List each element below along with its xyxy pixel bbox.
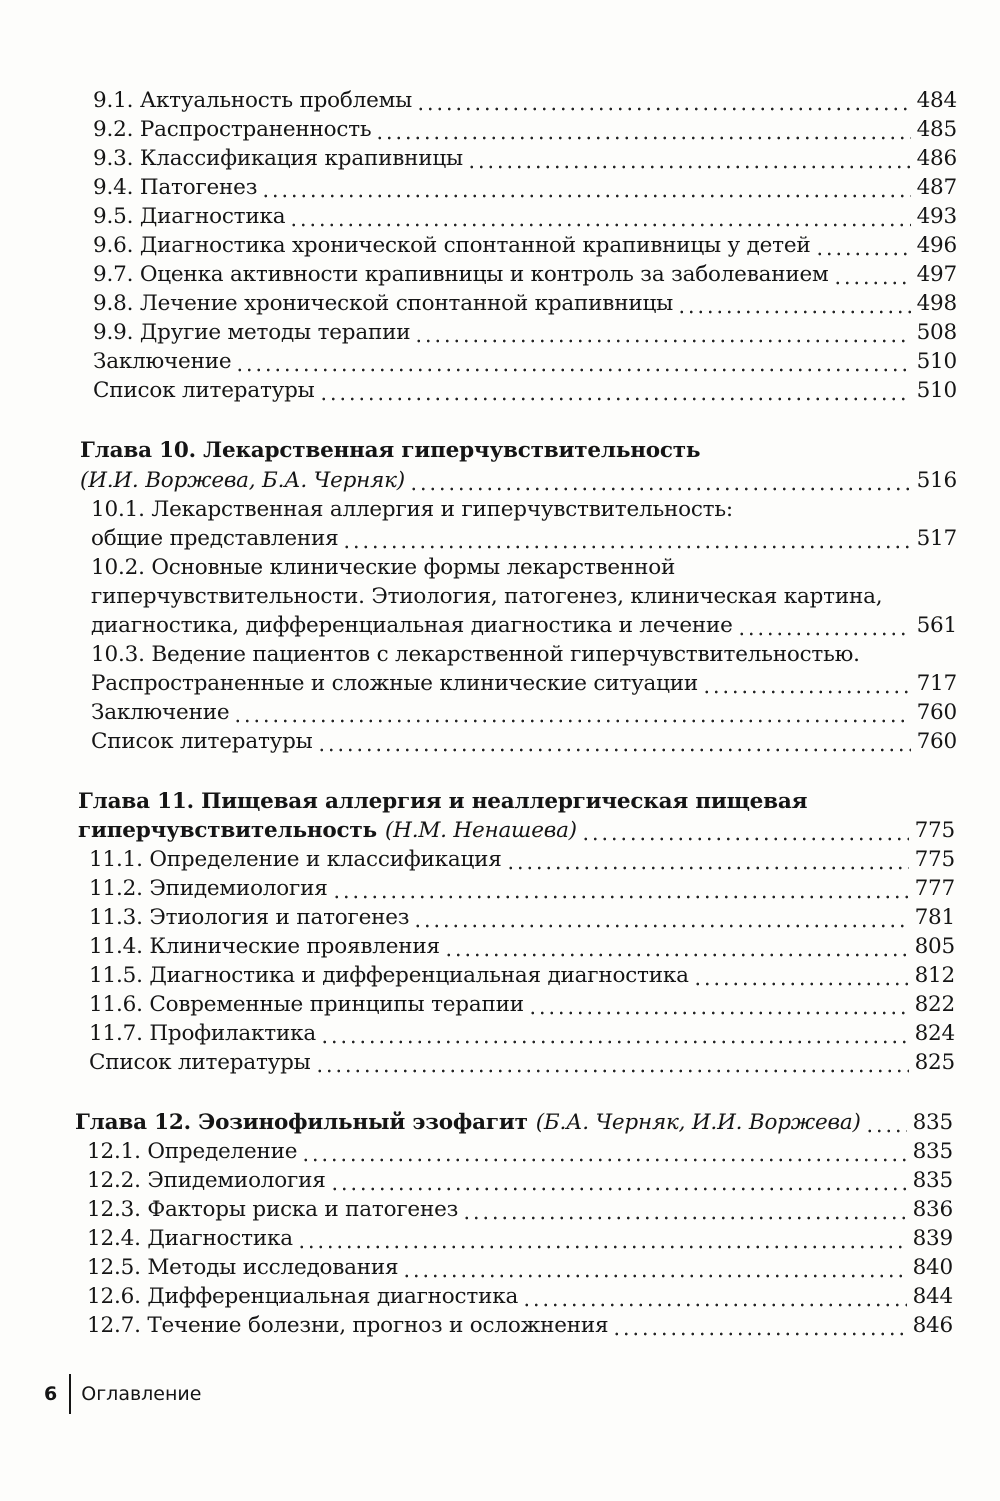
toc-entry-page: 517 bbox=[916, 526, 957, 551]
dot-leader bbox=[332, 895, 909, 899]
dot-leader bbox=[702, 690, 911, 694]
toc-entry-9-9[interactable] bbox=[93, 318, 957, 348]
toc-entry-title: Заключение bbox=[91, 700, 230, 725]
toc-entry-page: 840 bbox=[912, 1255, 953, 1280]
toc-entry-page: 510 bbox=[916, 349, 957, 374]
toc-entry-title: 9.9. Другие методы терапии bbox=[93, 320, 411, 345]
toc-entry-page: 717 bbox=[916, 671, 957, 696]
toc-entry-12-7[interactable] bbox=[87, 1311, 953, 1341]
toc-entry-10-1-line1[interactable]: 10.1. Лекарственная аллергия и гиперчувствительность: bbox=[91, 497, 733, 522]
toc-entry-page: 760 bbox=[916, 700, 957, 725]
dot-leader bbox=[865, 1129, 907, 1133]
toc-entry-9-6[interactable] bbox=[93, 231, 957, 261]
toc-entry-title: 11.5. Диагностика и дифференциальная диагностика bbox=[89, 963, 689, 988]
toc-entry-title: 11.7. Профилактика bbox=[89, 1021, 316, 1046]
running-header: Оглавление bbox=[81, 1383, 202, 1405]
toc-entry-page: 516 bbox=[916, 468, 957, 493]
toc-entry-title: общие представления bbox=[91, 526, 339, 551]
toc-entry-page: 561 bbox=[916, 613, 957, 638]
toc-entry-10-3[interactable] bbox=[91, 669, 957, 699]
toc-entry-12-6[interactable] bbox=[87, 1282, 953, 1312]
dot-leader bbox=[506, 866, 909, 870]
toc-entry-9-4[interactable] bbox=[93, 173, 957, 203]
toc-entry-12-3[interactable] bbox=[87, 1195, 953, 1225]
dot-leader bbox=[467, 165, 911, 169]
toc-entry-page: 484 bbox=[916, 88, 957, 113]
dot-leader bbox=[815, 252, 911, 256]
dot-leader bbox=[416, 107, 911, 111]
dot-leader bbox=[409, 487, 911, 491]
toc-entry-title: 9.1. Актуальность проблемы bbox=[93, 88, 413, 113]
toc-entry-page: 781 bbox=[914, 905, 955, 930]
dot-leader bbox=[315, 1069, 909, 1073]
toc-entry-11-2[interactable] bbox=[89, 874, 955, 904]
toc-entry-12-1[interactable] bbox=[87, 1137, 953, 1167]
dot-leader bbox=[375, 136, 910, 140]
dot-leader bbox=[522, 1303, 906, 1307]
dot-leader bbox=[677, 310, 911, 314]
toc-entry-title: 11.2. Эпидемиология bbox=[89, 876, 328, 901]
toc-entry-page: 835 bbox=[912, 1168, 953, 1193]
toc-entry-title: 12.4. Диагностика bbox=[87, 1226, 293, 1251]
chapter-10-heading[interactable]: Глава 10. Лекарственная гиперчувствительность bbox=[80, 438, 701, 463]
footer-divider bbox=[69, 1374, 71, 1414]
chapter-heading-cont: гиперчувствительность bbox=[78, 818, 377, 843]
toc-entry-11-6[interactable] bbox=[89, 990, 955, 1020]
toc-entry-page: 835 bbox=[912, 1110, 953, 1135]
dot-leader bbox=[462, 1216, 906, 1220]
toc-entry-page: 839 bbox=[912, 1226, 953, 1251]
toc-entry-9-3[interactable] bbox=[93, 144, 957, 174]
toc-entry-title: 9.2. Распространенность bbox=[93, 117, 372, 142]
dot-leader bbox=[235, 368, 910, 372]
toc-entry-page: 496 bbox=[916, 233, 957, 258]
toc-entry-page: 777 bbox=[914, 876, 955, 901]
page-footer bbox=[44, 1374, 201, 1414]
toc-entry-title: Заключение bbox=[93, 349, 232, 374]
dot-leader bbox=[233, 719, 910, 723]
chapter-12-heading-entry[interactable] bbox=[75, 1108, 953, 1138]
toc-entry-title: 12.7. Течение болезни, прогноз и осложнения bbox=[87, 1313, 609, 1338]
toc-entry-title: 11.6. Современные принципы терапии bbox=[89, 992, 524, 1017]
toc-entry-10-2-line2[interactable]: гиперчувствительности. Этиология, патогенез, клиническая картина, bbox=[91, 584, 883, 609]
toc-entry-page: 497 bbox=[916, 262, 957, 287]
dot-leader bbox=[342, 545, 910, 549]
toc-entry-page: 775 bbox=[914, 818, 955, 843]
dot-leader bbox=[581, 837, 909, 841]
dot-leader bbox=[320, 1040, 909, 1044]
toc-entry-12-2[interactable] bbox=[87, 1166, 953, 1196]
page-number: 6 bbox=[44, 1383, 58, 1405]
dot-leader bbox=[444, 953, 909, 957]
toc-entry-page: 493 bbox=[916, 204, 957, 229]
chapter-12-heading: Глава 12. Эозинофильный эзофагит bbox=[75, 1110, 528, 1135]
dot-leader bbox=[317, 748, 911, 752]
dot-leader bbox=[693, 982, 909, 986]
dot-leader bbox=[319, 397, 911, 401]
toc-entry-title: 12.5. Методы исследования bbox=[87, 1255, 399, 1280]
toc-entry-page: 822 bbox=[914, 992, 955, 1017]
toc-entry-page: 510 bbox=[916, 378, 957, 403]
toc-entry-title: 9.3. Классификация крапивницы bbox=[93, 146, 463, 171]
dot-leader bbox=[330, 1187, 907, 1191]
toc-entry-10-conclusion[interactable] bbox=[91, 698, 957, 728]
dot-leader bbox=[612, 1332, 906, 1336]
toc-entry-title: 12.6. Дифференциальная диагностика bbox=[87, 1284, 519, 1309]
toc-entry-title: 11.3. Этиология и патогенез bbox=[89, 905, 410, 930]
toc-entry-9-2[interactable] bbox=[93, 115, 957, 145]
toc-entry-9-1[interactable] bbox=[93, 86, 957, 116]
dot-leader bbox=[402, 1274, 906, 1278]
toc-entry-11-1[interactable] bbox=[89, 845, 955, 875]
dot-leader bbox=[414, 339, 910, 343]
toc-entry-title: Список литературы bbox=[89, 1050, 311, 1075]
toc-entry-page: 824 bbox=[914, 1021, 955, 1046]
toc-entry-page: 760 bbox=[916, 729, 957, 754]
toc-entry-11-4[interactable] bbox=[89, 932, 955, 962]
toc-entry-page: 835 bbox=[912, 1139, 953, 1164]
dot-leader bbox=[737, 632, 911, 636]
toc-entry-page: 775 bbox=[914, 847, 955, 872]
toc-entry-9-conclusion[interactable] bbox=[93, 347, 957, 377]
toc-entry-11-3[interactable] bbox=[89, 903, 955, 933]
toc-entry-page: 487 bbox=[916, 175, 957, 200]
toc-entry-page: 485 bbox=[916, 117, 957, 142]
toc-entry-title: 11.1. Определение и классификация bbox=[89, 847, 502, 872]
toc-entry-10-3-line1[interactable]: 10.3. Ведение пациентов с лекарственной гиперчувствительностью. bbox=[91, 642, 860, 667]
toc-entry-11-7[interactable] bbox=[89, 1019, 955, 1049]
toc-entry-9-8[interactable] bbox=[93, 289, 957, 319]
toc-entry-page: 805 bbox=[914, 934, 955, 959]
toc-entry-9-5[interactable] bbox=[93, 202, 957, 232]
toc-entry-page: 836 bbox=[912, 1197, 953, 1222]
dot-leader bbox=[413, 924, 908, 928]
toc-entry-title: Список литературы bbox=[93, 378, 315, 403]
toc-entry-title: 12.2. Эпидемиология bbox=[87, 1168, 326, 1193]
chapter-authors: (И.И. Воржева, Б.А. Черняк) bbox=[80, 468, 405, 493]
dot-leader bbox=[301, 1158, 906, 1162]
toc-entry-page: 825 bbox=[914, 1050, 955, 1075]
chapter-authors: (Н.М. Ненашева) bbox=[384, 818, 577, 843]
toc-entry-title: 9.8. Лечение хронической спонтанной крапивницы bbox=[93, 291, 674, 316]
toc-entry-10-1[interactable] bbox=[91, 524, 957, 554]
toc-entry-10-references[interactable] bbox=[91, 727, 957, 757]
toc-entry-page: 844 bbox=[912, 1284, 953, 1309]
dot-leader bbox=[833, 281, 911, 285]
toc-entry-title: 12.3. Факторы риска и патогенез bbox=[87, 1197, 459, 1222]
toc-entry-11-references[interactable] bbox=[89, 1048, 955, 1078]
toc-entry-title: Распространенные и сложные клинические ситуации bbox=[91, 671, 699, 696]
toc-entry-title: 9.6. Диагностика хронической спонтанной крапивницы у детей bbox=[93, 233, 811, 258]
dot-leader bbox=[528, 1011, 909, 1015]
toc-entry-11-5[interactable] bbox=[89, 961, 955, 991]
toc-entry-title: 9.4. Патогенез bbox=[93, 175, 258, 200]
toc-entry-title: 9.5. Диагностика bbox=[93, 204, 286, 229]
dot-leader bbox=[289, 223, 910, 227]
toc-entry-12-4[interactable] bbox=[87, 1224, 953, 1254]
toc-entry-page: 846 bbox=[912, 1313, 953, 1338]
toc-entry-12-5[interactable] bbox=[87, 1253, 953, 1283]
toc-entry-10-2[interactable] bbox=[91, 611, 957, 641]
toc-entry-9-7[interactable] bbox=[93, 260, 957, 290]
toc-entry-title: 9.7. Оценка активности крапивницы и контроль за заболеванием bbox=[93, 262, 829, 287]
toc-entry-page: 486 bbox=[916, 146, 957, 171]
toc-entry-page: 508 bbox=[916, 320, 957, 345]
dot-leader bbox=[297, 1245, 907, 1249]
dot-leader bbox=[261, 194, 910, 198]
toc-entry-10-2-line1[interactable]: 10.2. Основные клинические формы лекарственной bbox=[91, 555, 676, 580]
toc-entry-9-references[interactable] bbox=[93, 376, 957, 406]
toc-entry-title: 12.1. Определение bbox=[87, 1139, 298, 1164]
toc-entry-title: диагностика, дифференциальная диагностика и лечение bbox=[91, 613, 733, 638]
chapter-11-heading-entry[interactable] bbox=[78, 816, 955, 846]
toc-entry-title: Список литературы bbox=[91, 729, 313, 754]
chapter-authors: (Б.А. Черняк, И.И. Воржева) bbox=[535, 1110, 861, 1135]
chapter-10-authors-entry[interactable] bbox=[80, 466, 957, 496]
toc-entry-page: 812 bbox=[914, 963, 955, 988]
chapter-11-heading[interactable]: Глава 11. Пищевая аллергия и неаллергическая пищевая bbox=[78, 789, 808, 814]
toc-entry-title: 11.4. Клинические проявления bbox=[89, 934, 440, 959]
toc-entry-page: 498 bbox=[916, 291, 957, 316]
